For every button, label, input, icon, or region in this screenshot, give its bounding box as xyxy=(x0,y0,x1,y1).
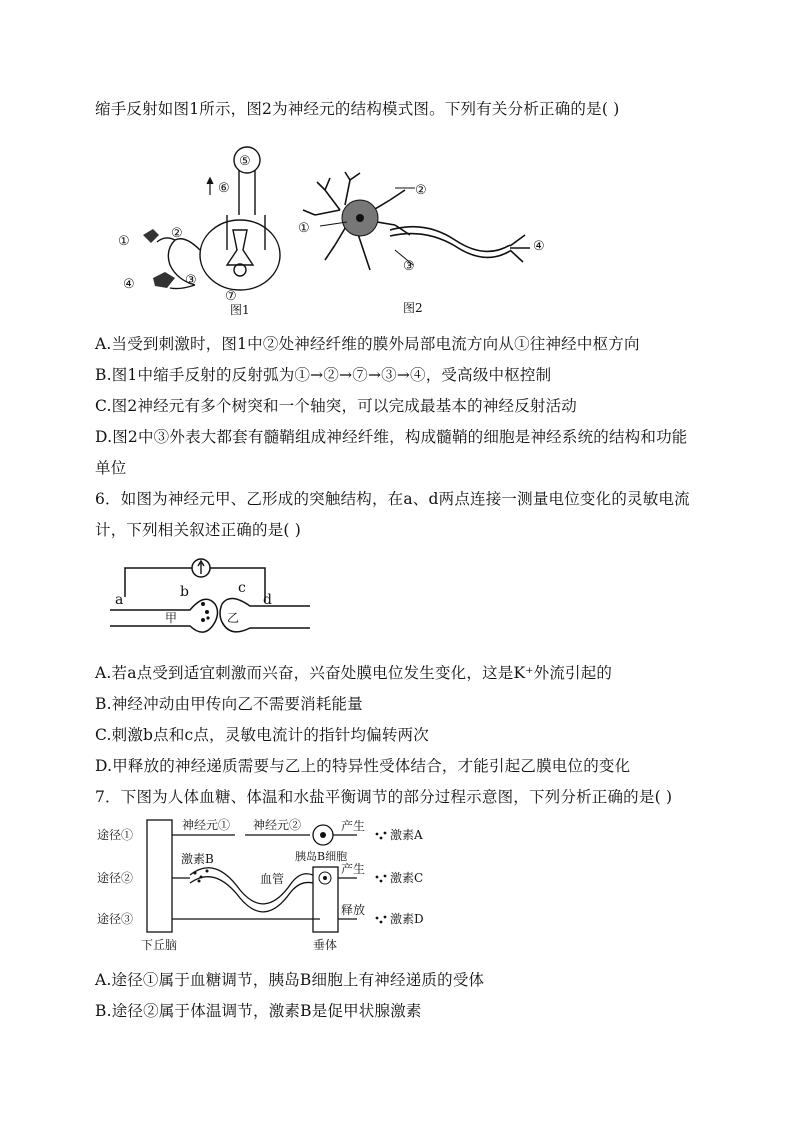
fig1-label-1: ① xyxy=(118,234,130,249)
fig6-label-jia: 甲 xyxy=(165,611,178,625)
q6-option-c: C.刺激b点和c点，灵敏电流计的指针均偏转两次 xyxy=(95,726,429,744)
fig7-hormone-c: 激素C xyxy=(390,871,424,885)
fig1-label-7: ⑦ xyxy=(225,289,237,304)
q7-stem: 7．下图为人体血糖、体温和水盐平衡调节的部分过程示意图，下列分析正确的是( ) xyxy=(95,788,673,806)
fig1-caption: 图1 xyxy=(230,303,250,317)
fig7-hypothalamus: 下丘脑 xyxy=(141,938,178,952)
fig7-pathway-3: 途径③ xyxy=(97,912,134,926)
figure-7-regulation-pathways xyxy=(95,815,445,955)
fig1-label-3: ③ xyxy=(185,273,197,288)
q6-option-a: A.若a点受到适宜刺激而兴奋，兴奋处膜电位发生变化，这是K⁺外流引起的 xyxy=(95,664,613,682)
fig6-label-yi: 乙 xyxy=(227,611,240,625)
figure-1-reflex-arc xyxy=(115,140,285,320)
figure-2-neuron xyxy=(295,170,555,320)
fig7-pathway-1: 途径① xyxy=(97,828,134,842)
fig1-label-6: ⑥ xyxy=(218,181,230,196)
fig7-blood-vessel: 血管 xyxy=(260,872,285,886)
fig1-label-2: ② xyxy=(171,226,183,241)
q6-stem-line1: 6．如图为神经元甲、乙形成的突触结构，在a、d两点连接一测量电位变化的灵敏电流 xyxy=(95,490,690,508)
fig6-label-d: d xyxy=(263,592,272,608)
q7-option-a: A.途径①属于血糖调节，胰岛B细胞上有神经递质的受体 xyxy=(95,971,485,989)
question-5-stem: 缩手反射如图1所示，图2为神经元的结构模式图。下列有关分析正确的是( ) xyxy=(95,100,620,118)
fig1-label-5: ⑤ xyxy=(239,154,251,169)
fig2-label-4: ④ xyxy=(533,239,545,254)
q5-option-a: A.当受到刺激时，图1中②处神经纤维的膜外局部电流方向从①往神经中枢方向 xyxy=(95,335,640,353)
fig6-label-c: c xyxy=(238,580,246,596)
fig2-label-3: ③ xyxy=(403,259,415,274)
fig7-hormone-b: 激素B xyxy=(181,852,214,866)
q5-option-d-cont: 单位 xyxy=(95,459,127,477)
fig7-pituitary: 垂体 xyxy=(313,938,338,952)
fig2-caption: 图2 xyxy=(403,301,423,315)
fig6-label-a: a xyxy=(115,592,124,608)
fig7-neuron-1: 神经元① xyxy=(182,818,231,832)
fig7-neuron-2: 神经元② xyxy=(253,818,302,832)
fig6-label-b: b xyxy=(180,584,189,600)
q5-option-d: D.图2中③外表大都套有髓鞘组成神经纤维，构成髓鞘的细胞是神经系统的结构和功能 xyxy=(95,428,688,446)
q6-option-b: B.神经冲动由甲传向乙不需要消耗能量 xyxy=(95,695,363,713)
fig7-hormone-a: 激素A xyxy=(390,828,423,842)
q5-option-c: C.图2神经元有多个树突和一个轴突，可以完成最基本的神经反射活动 xyxy=(95,397,577,415)
fig7-hormone-d: 激素D xyxy=(390,912,424,926)
fig1-label-4: ④ xyxy=(123,277,135,292)
q7-option-b: B.途径②属于体温调节，激素B是促甲状腺激素 xyxy=(95,1002,422,1020)
q6-stem-line2: 计，下列相关叙述正确的是( ) xyxy=(95,521,302,539)
figure-6-synapse xyxy=(110,552,320,647)
q6-option-d: D.甲释放的神经递质需要与乙上的特异性受体结合，才能引起乙膜电位的变化 xyxy=(95,757,631,775)
fig2-label-2: ② xyxy=(415,183,427,198)
fig7-produce-1: 产生 xyxy=(341,819,366,833)
fig7-release: 释放 xyxy=(341,903,366,917)
fig7-islet-b-cell: 胰岛B细胞 xyxy=(295,850,348,863)
fig7-produce-2: 产生 xyxy=(341,862,366,876)
q5-option-b: B.图1中缩手反射的反射弧为①→②→⑦→③→④，受高级中枢控制 xyxy=(95,366,552,384)
fig2-label-1: ① xyxy=(298,221,310,236)
fig7-pathway-2: 途径② xyxy=(97,871,134,885)
